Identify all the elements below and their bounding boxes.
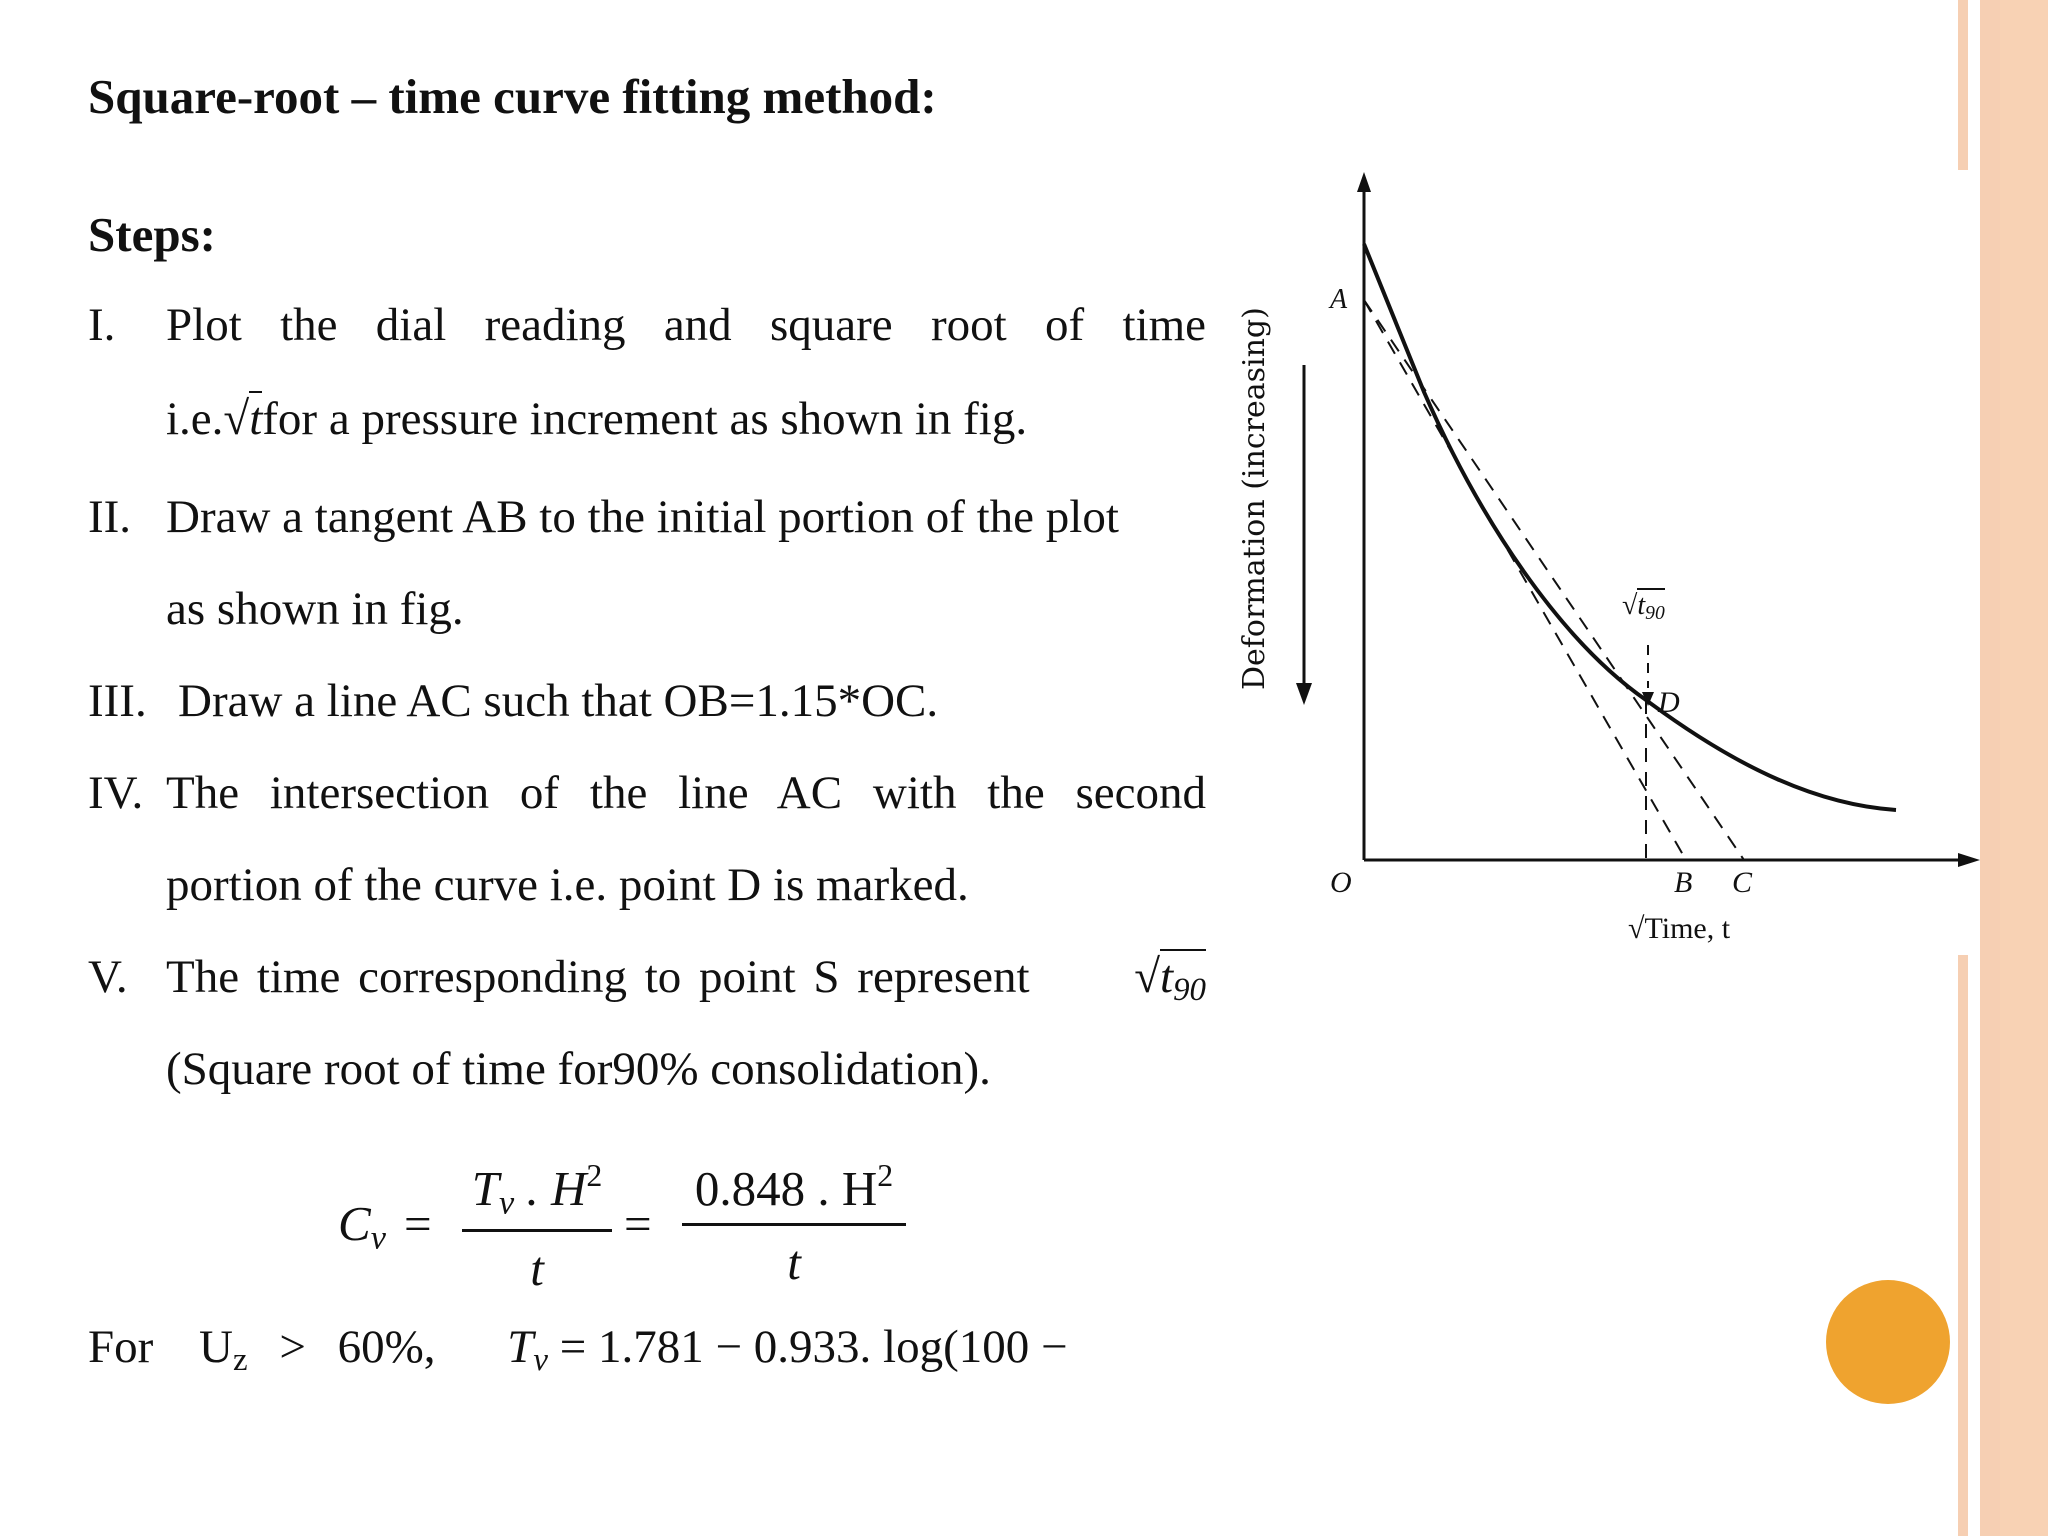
consolidation-curve	[1364, 244, 1896, 810]
steps-heading: Steps:	[88, 207, 216, 262]
line-ac	[1364, 300, 1744, 860]
step-5-sqrt-t90: $√t_{90}$	[1134, 951, 1206, 1009]
tv-expression: = 1.781 − 0.933. log(100 −	[559, 1321, 1068, 1373]
point-b-label: B	[1674, 866, 1693, 899]
step-1-line2-prefix: i.e.	[166, 393, 224, 445]
step-1-sqrt-t: t	[249, 393, 263, 445]
deformation-arrow-head	[1296, 683, 1312, 705]
slide-title: Square-root – time curve fitting method:	[88, 69, 937, 124]
point-c-label: C	[1732, 866, 1753, 899]
step-2-line1: Draw a tangent AB to the initial portion of the plot	[166, 491, 1119, 543]
fraction-2: 0.848 . $H^2$ t	[682, 1158, 906, 1291]
origin-label: O	[1330, 866, 1352, 899]
step-5-line2: (Square root of time for90% consolidation).	[166, 1043, 991, 1095]
y-axis-arrow	[1357, 172, 1371, 192]
step-1-number: I.	[88, 299, 116, 351]
percent-value: 60%,	[337, 1321, 436, 1373]
point-a-label: A	[1330, 284, 1348, 315]
step-4-number: IV.	[88, 767, 144, 819]
step-4-line2: portion of the curve i.e. point D is marked.	[166, 859, 969, 911]
step-5-line1-text: The time corresponding to point S represent	[166, 951, 1030, 1003]
gt-symbol: >	[279, 1321, 306, 1373]
cv-symbol: $C_v$	[338, 1196, 386, 1257]
equals-2: =	[624, 1196, 652, 1251]
x-axis-label: √Time, t	[1628, 912, 1731, 945]
sqrt-symbol: √	[223, 393, 250, 445]
for-text: For	[88, 1321, 154, 1373]
y-axis-label: Deformation (increasing)	[1237, 307, 1272, 690]
tv-symbol: $T_v$	[507, 1321, 549, 1379]
step-5-number: V.	[88, 951, 128, 1003]
step-3-number: III.	[88, 675, 147, 727]
t90-label: $√t_{90}$	[1622, 590, 1665, 624]
fraction-1: $T_v$ . $H^2$ t	[462, 1158, 612, 1297]
step-1-line1: Plot the dial reading and square root of time	[166, 299, 1206, 351]
u-symbol: $U_z$	[199, 1321, 248, 1379]
step-4-line1: The intersection of the line AC with the second	[166, 767, 1206, 819]
step-2-number: II.	[88, 491, 132, 543]
step-2-line2: as shown in fig.	[166, 583, 464, 635]
equals-1: =	[404, 1196, 432, 1251]
step-3-line1: Draw a line AC such that OB=1.15*OC.	[178, 675, 939, 727]
tangent-ab	[1364, 300, 1686, 860]
point-d-label: D	[1658, 686, 1680, 719]
step-1-line2-suffix: for a pressure increment as shown in fig.	[262, 393, 1028, 445]
x-axis-arrow	[1958, 853, 1980, 867]
